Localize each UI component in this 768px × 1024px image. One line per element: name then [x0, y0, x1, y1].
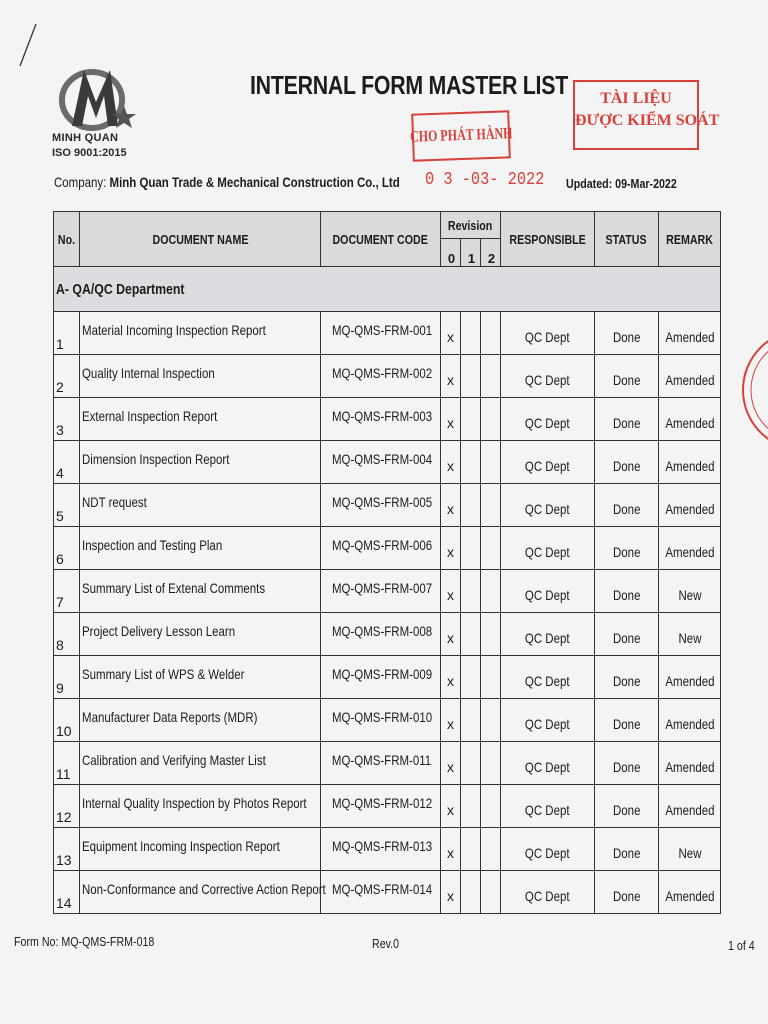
section-row [54, 267, 721, 312]
page-title: INTERNAL FORM MASTER LIST [250, 70, 568, 100]
revision-0: x [441, 656, 461, 699]
remark: Amended [659, 355, 721, 398]
document-name: Inspection and Testing Plan [80, 527, 321, 570]
document-code: MQ-QMS-FRM-003 [321, 398, 441, 441]
document-code: MQ-QMS-FRM-009 [321, 656, 441, 699]
responsible: QC Dept [501, 613, 595, 656]
document-code: MQ-QMS-FRM-004 [321, 441, 441, 484]
row-number: 4 [54, 441, 80, 484]
table-row [54, 484, 721, 527]
table-row [54, 570, 721, 613]
revision-2 [481, 355, 501, 398]
revision-1 [461, 398, 481, 441]
status: Done [595, 699, 659, 742]
revision-2 [481, 484, 501, 527]
status: Done [595, 355, 659, 398]
document-code: MQ-QMS-FRM-001 [321, 312, 441, 355]
document-code: MQ-QMS-FRM-007 [321, 570, 441, 613]
footer-page-number: 1 of 4 [728, 938, 755, 953]
document-name: Summary List of Extenal Comments [80, 570, 321, 613]
row-number: 3 [54, 398, 80, 441]
revision-2 [481, 785, 501, 828]
revision-0: x [441, 312, 461, 355]
table-row [54, 828, 721, 871]
status: Done [595, 570, 659, 613]
row-number: 1 [54, 312, 80, 355]
revision-0: x [441, 527, 461, 570]
document-name: Dimension Inspection Report [80, 441, 321, 484]
remark: New [659, 613, 721, 656]
row-number: 11 [54, 742, 80, 785]
document-name: Calibration and Verifying Master List [80, 742, 321, 785]
document-code: MQ-QMS-FRM-011 [321, 742, 441, 785]
responsible: QC Dept [501, 785, 595, 828]
revision-2 [481, 570, 501, 613]
table-row [54, 871, 721, 914]
col-header-rev-1: 1 [461, 239, 481, 267]
revision-0: x [441, 742, 461, 785]
document-code: MQ-QMS-FRM-014 [321, 871, 441, 914]
revision-1 [461, 570, 481, 613]
responsible: QC Dept [501, 355, 595, 398]
revision-2 [481, 828, 501, 871]
revision-1 [461, 484, 481, 527]
controlled-stamp-line2: ĐƯỢC KIỂM SOÁT [575, 112, 720, 129]
row-number: 5 [54, 484, 80, 527]
row-number: 6 [54, 527, 80, 570]
revision-2 [481, 527, 501, 570]
revision-1 [461, 441, 481, 484]
responsible: QC Dept [501, 742, 595, 785]
responsible: QC Dept [501, 398, 595, 441]
row-number: 10 [54, 699, 80, 742]
remark: Amended [659, 656, 721, 699]
pen-stroke-mark [12, 20, 42, 70]
remark: Amended [659, 312, 721, 355]
col-header-status: STATUS [595, 212, 659, 267]
table-row [54, 613, 721, 656]
revision-2 [481, 312, 501, 355]
controlled-document-stamp [573, 80, 720, 150]
status: Done [595, 742, 659, 785]
revision-1 [461, 312, 481, 355]
remark: Amended [659, 441, 721, 484]
remark: Amended [659, 398, 721, 441]
revision-1 [461, 613, 481, 656]
status: Done [595, 785, 659, 828]
logo-company-name: MINH QUAN [52, 132, 119, 144]
responsible: QC Dept [501, 871, 595, 914]
col-header-rev-2: 2 [481, 239, 501, 267]
revision-0: x [441, 828, 461, 871]
row-number: 14 [54, 871, 80, 914]
revision-0: x [441, 613, 461, 656]
status: Done [595, 527, 659, 570]
status: Done [595, 484, 659, 527]
table-row [54, 742, 721, 785]
table-row [54, 312, 721, 355]
remark: Amended [659, 484, 721, 527]
responsible: QC Dept [501, 527, 595, 570]
responsible: QC Dept [501, 656, 595, 699]
release-stamp [411, 110, 511, 161]
document-name: Non-Conformance and Corrective Action Report [80, 871, 321, 914]
company-line [54, 174, 400, 190]
minh-quan-logo-icon [52, 58, 142, 138]
document-code: MQ-QMS-FRM-013 [321, 828, 441, 871]
col-header-remark: REMARK [659, 212, 721, 267]
revision-2 [481, 656, 501, 699]
release-stamp-text: CHO PHÁT HÀNH [409, 125, 513, 146]
responsible: QC Dept [501, 699, 595, 742]
revision-1 [461, 871, 481, 914]
responsible: QC Dept [501, 441, 595, 484]
table-row [54, 527, 721, 570]
revision-1 [461, 742, 481, 785]
status: Done [595, 312, 659, 355]
remark: Amended [659, 742, 721, 785]
responsible: QC Dept [501, 570, 595, 613]
revision-1 [461, 656, 481, 699]
col-header-no: No. [54, 212, 80, 267]
table-row [54, 398, 721, 441]
revision-2 [481, 742, 501, 785]
responsible: QC Dept [501, 484, 595, 527]
col-header-rev-0: 0 [441, 239, 461, 267]
status: Done [595, 398, 659, 441]
document-code: MQ-QMS-FRM-002 [321, 355, 441, 398]
status: Done [595, 871, 659, 914]
row-number: 8 [54, 613, 80, 656]
remark: Amended [659, 699, 721, 742]
document-name: Summary List of WPS & Welder [80, 656, 321, 699]
responsible: QC Dept [501, 828, 595, 871]
remark: Amended [659, 527, 721, 570]
row-number: 12 [54, 785, 80, 828]
revision-0: x [441, 785, 461, 828]
revision-0: x [441, 398, 461, 441]
document-name: NDT request [80, 484, 321, 527]
revision-1 [461, 355, 481, 398]
master-list-table [53, 211, 721, 914]
remark: New [659, 570, 721, 613]
remark: New [659, 828, 721, 871]
document-code: MQ-QMS-FRM-008 [321, 613, 441, 656]
footer-form-number: Form No: MQ-QMS-FRM-018 [14, 934, 155, 949]
revision-2 [481, 613, 501, 656]
document-name: Equipment Incoming Inspection Report [80, 828, 321, 871]
revision-0: x [441, 484, 461, 527]
remark: Amended [659, 785, 721, 828]
document-name: Project Delivery Lesson Learn [80, 613, 321, 656]
remark: Amended [659, 871, 721, 914]
revision-1 [461, 699, 481, 742]
logo-iso-cert: ISO 9001:2015 [52, 147, 127, 159]
table-row [54, 785, 721, 828]
col-header-responsible: RESPONSIBLE [501, 212, 595, 267]
status: Done [595, 441, 659, 484]
col-header-document-code: DOCUMENT CODE [321, 212, 441, 267]
table-row [54, 656, 721, 699]
document-code: MQ-QMS-FRM-012 [321, 785, 441, 828]
status: Done [595, 828, 659, 871]
document-name: Internal Quality Inspection by Photos Report [80, 785, 321, 828]
date-stamp: 0 3 -03- 2022 [425, 170, 545, 190]
revision-2 [481, 871, 501, 914]
updated-date: Updated: 09-Mar-2022 [566, 176, 677, 191]
partial-round-seal [738, 325, 768, 455]
row-number: 2 [54, 355, 80, 398]
document-code: MQ-QMS-FRM-006 [321, 527, 441, 570]
revision-0: x [441, 355, 461, 398]
document-code: MQ-QMS-FRM-005 [321, 484, 441, 527]
revision-1 [461, 527, 481, 570]
footer-revision: Rev.0 [372, 936, 400, 951]
table-row [54, 441, 721, 484]
table-row [54, 699, 721, 742]
revision-2 [481, 398, 501, 441]
section-title: A- QA/QC Department [54, 267, 721, 312]
row-number: 7 [54, 570, 80, 613]
revision-0: x [441, 570, 461, 613]
col-header-document-name: DOCUMENT NAME [80, 212, 321, 267]
row-number: 13 [54, 828, 80, 871]
responsible: QC Dept [501, 312, 595, 355]
document-code: MQ-QMS-FRM-010 [321, 699, 441, 742]
document-name: External Inspection Report [80, 398, 321, 441]
document-name: Quality Internal Inspection [80, 355, 321, 398]
company-label: Company: [54, 174, 110, 190]
table-header-row [54, 212, 721, 239]
col-header-revision: Revision [441, 212, 501, 239]
company-name: Minh Quan Trade & Mechanical Construction Co., Ltd [109, 174, 400, 190]
row-number: 9 [54, 656, 80, 699]
table-row [54, 355, 721, 398]
revision-1 [461, 785, 481, 828]
document-name: Material Incoming Inspection Report [80, 312, 321, 355]
revision-0: x [441, 699, 461, 742]
document-name: Manufacturer Data Reports (MDR) [80, 699, 321, 742]
revision-0: x [441, 441, 461, 484]
controlled-stamp-line1: TÀI LIỆU [600, 90, 672, 107]
status: Done [595, 613, 659, 656]
revision-2 [481, 441, 501, 484]
revision-0: x [441, 871, 461, 914]
revision-2 [481, 699, 501, 742]
revision-1 [461, 828, 481, 871]
status: Done [595, 656, 659, 699]
